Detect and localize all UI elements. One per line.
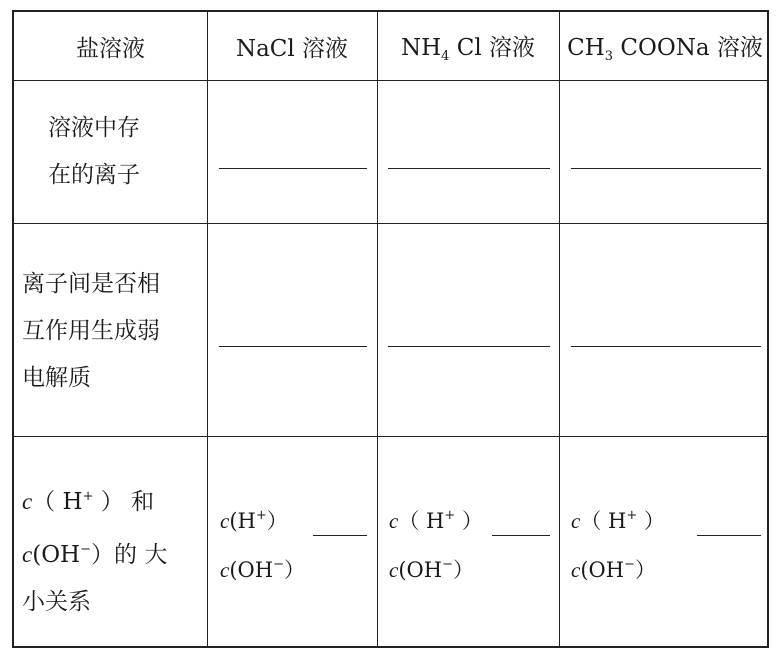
col-divider-2 [377,12,378,646]
header-col2-text: $NH_4$ Cl 溶液 [400,34,536,64]
header-nacl [207,12,377,80]
weak-electrolyte-ch3coona-blank[interactable] [571,346,761,347]
ch3coona-compare-blank[interactable] [697,535,761,536]
nacl-ch-expr: c(H+） [220,508,288,533]
header-nh4cl [377,12,559,80]
salt-solution-table [12,10,769,648]
header-col3-text: $CH_3$ COONa 溶液 [567,34,763,64]
row-divider-2 [14,223,767,224]
ions-ch3coona-blank[interactable] [571,168,761,169]
row3-label: c（ H+ ） 和 c(OH−）的 大 小关系 [22,489,168,615]
nh4cl-compare-blank[interactable] [492,535,550,536]
row2-label: 离子间是否相 互作用生成弱 电解质 [22,271,160,391]
nacl-coh-expr: c(OH−） [220,557,305,582]
ions-nh4cl-blank[interactable] [388,168,550,169]
weak-electrolyte-nh4cl-blank[interactable] [388,346,550,347]
ch3coona-ch-expr: c（ H+ ） [571,508,665,533]
weak-electrolyte-nacl-blank[interactable] [219,346,367,347]
nh4cl-ch-expr: c（ H+ ） [389,508,483,533]
row-divider-3 [14,436,767,437]
col-divider-3 [559,12,560,646]
row-divider-1 [14,80,767,81]
row1-label: 溶液中存 在的离子 [48,115,140,188]
header-col1-text: NaCl 溶液 [235,35,349,62]
ions-nacl-blank[interactable] [219,168,367,169]
col-divider-1 [207,12,208,646]
header-ch3coona [559,12,771,80]
header-col0-text: 盐溶液 [76,35,145,62]
ch3coona-coh-expr: c(OH−） [571,557,656,582]
nh4cl-coh-expr: c(OH−） [389,557,474,582]
header-salt-solution [14,12,207,80]
nacl-compare-blank[interactable] [313,535,367,536]
